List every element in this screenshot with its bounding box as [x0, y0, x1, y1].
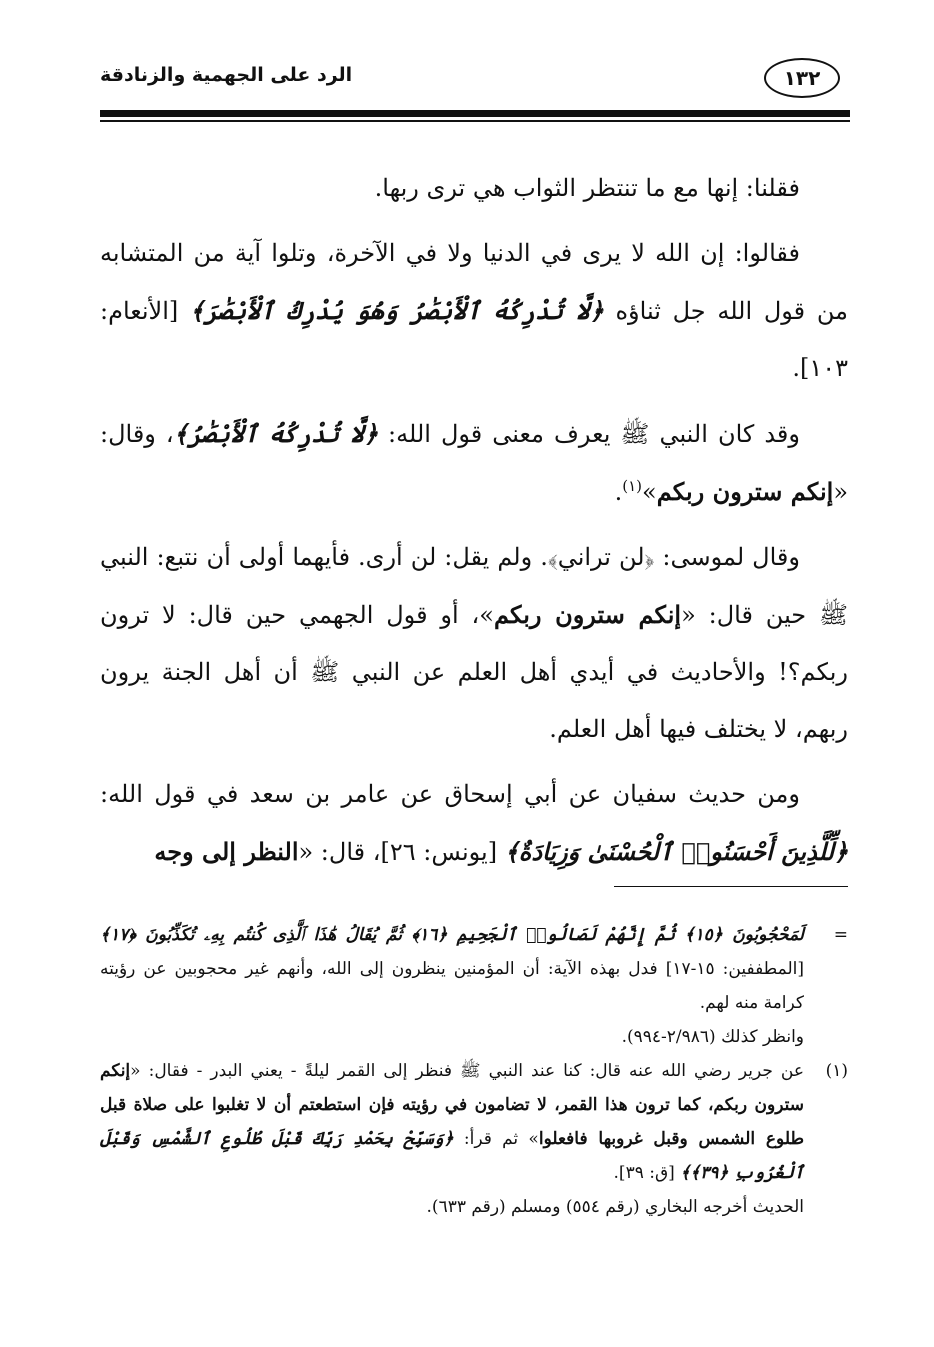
quran-verse: ﴿لَّا تُدْرِكُهُ ٱلْأَبْصَٰرُ وَهُوَ يُدْرِكُ ٱلْأَبْصَٰرَ﴾ [189, 296, 604, 325]
header-rule-thin [100, 120, 850, 122]
paragraph-4 [100, 529, 848, 758]
footnotes [100, 918, 848, 1224]
footnote-1-source: الحديث أخرجه البخاري (رقم ٥٥٤) ومسلم (رقم ٦٣٣). [426, 1197, 804, 1217]
paragraph-3 [100, 405, 848, 521]
quran-verse: ﴿لِّلَّذِينَ أَحْسَنُوا۟ ٱلْحُسْنَىٰ وَزِيَادَةٌ﴾ [504, 837, 848, 866]
running-title: الرد على الجهمية والزنادقة [100, 64, 353, 86]
footnote-1 [100, 1054, 848, 1224]
footnote-ref[interactable]: (١) [622, 477, 643, 495]
continuation-text-a: [المطففين: ١٥-١٧] فدل بهذه الآية: أن المؤمنين ينظرون إلى الله، وأنهم غير محجوبين عن رؤيته كرامة منه لهم. [100, 959, 804, 1013]
fn1-text-c: [ق: ٣٩]. [613, 1163, 681, 1183]
footnote-continuation [100, 918, 848, 1054]
p4-text-a: وقال لموسى: ﴿لن تراني﴾. ولم يقل: لن أرى. فأيهما أولى أن نتبع: النبي ﷺ حين قال: « [100, 543, 849, 629]
p5-text-b: [يونس: ٢٦]، قال: « [298, 838, 505, 866]
footnote-1-text [100, 1054, 804, 1190]
hadith-quote: إنكم سترون ربكم، كما ترون هذا القمر، لا تضامون في رؤيته فإن استطعتم أن لا تغلبوا على صلاة قبل طلوع الشمس وقبل غروبها فافعلوا [100, 1061, 804, 1149]
quran-verse: لَمَحْجُوبُونَ ﴿١٥﴾ ثُمَّ إِنَّهُمْ لَصَالُوا۟ ٱلْجَحِيمِ ﴿١٦﴾ ثُمَّ يُقَالُ هَٰذَا ٱلَّذِى كُنتُم بِهِۦ تُكَذِّبُونَ ﴿١٧﴾ [100, 925, 804, 945]
quran-verse: ﴿وَسَبِّحْ بِحَمْدِ رَبِّكَ قَبْلَ طُلُوعِ ٱلشَّمْسِ وَقَبْلَ ٱلْغُرُوبِ ﴿٣٩﴾﴾ [100, 1129, 804, 1183]
p3-text-d: . [614, 478, 623, 506]
p4-text-b: »، أو قول الجهمي حين قال: لا ترون ربكم؟! والأحاديث في أيدي أهل العلم عن النبي ﷺ أن أهل الجنة يرون ربهم، لا يختلف فيها أهل العلم. [100, 601, 848, 743]
p5-text-a: ومن حديث سفيان عن أبي إسحاق عن عامر بن سعد في قول الله: [100, 780, 800, 808]
p2-text-a: فقالوا: إن الله لا يرى في الدنيا ولا في الآخرة، وتلوا آية من المتشابه من قول الله جل ثناؤه [100, 239, 849, 325]
hadith-quote: إنكم سترون ربكم [493, 600, 682, 629]
fn1-text-b: » ثم قرأ: [453, 1129, 539, 1149]
page-header [100, 52, 850, 122]
p3-text-c: » [642, 478, 657, 506]
fn1-text-a: عن جرير رضي الله عنه قال: كنا عند النبي ﷺ فنظر إلى القمر ليلةً - يعني البدر - فقال: « [130, 1061, 804, 1081]
footnote-number: (١) [825, 1061, 848, 1081]
paragraph-5 [100, 766, 848, 881]
page-number-badge [764, 58, 840, 98]
main-text [100, 160, 848, 889]
p2-text-b: [الأنعام: ١٠٣]. [100, 297, 848, 382]
p3-text-b: ، وقال: « [100, 420, 848, 506]
header-rule-thick [100, 110, 850, 117]
footnote-separator [614, 886, 848, 887]
quran-verse: ﴿لَّا تُدْرِكُهُ ٱلْأَبْصَٰرُ﴾ [173, 419, 379, 448]
paragraph-2 [100, 225, 848, 397]
continuation-text [100, 918, 804, 1020]
continuation-mark: = [833, 925, 848, 945]
page-number: ١٣٢ [783, 66, 821, 90]
p1-text: فقلنا: إنها مع ما تنتظر الثواب هي ترى ربها. [374, 174, 800, 202]
paragraph-1 [100, 160, 848, 217]
hadith-quote: إنكم سترون ربكم [656, 477, 834, 506]
hadith-quote: النظر إلى وجه [154, 837, 299, 866]
p3-text-a: وقد كان النبي ﷺ يعرف معنى قول الله: [378, 420, 800, 448]
continuation-ref: وانظر كذلك (٢/٩٨٦-٩٩٤). [621, 1027, 804, 1047]
